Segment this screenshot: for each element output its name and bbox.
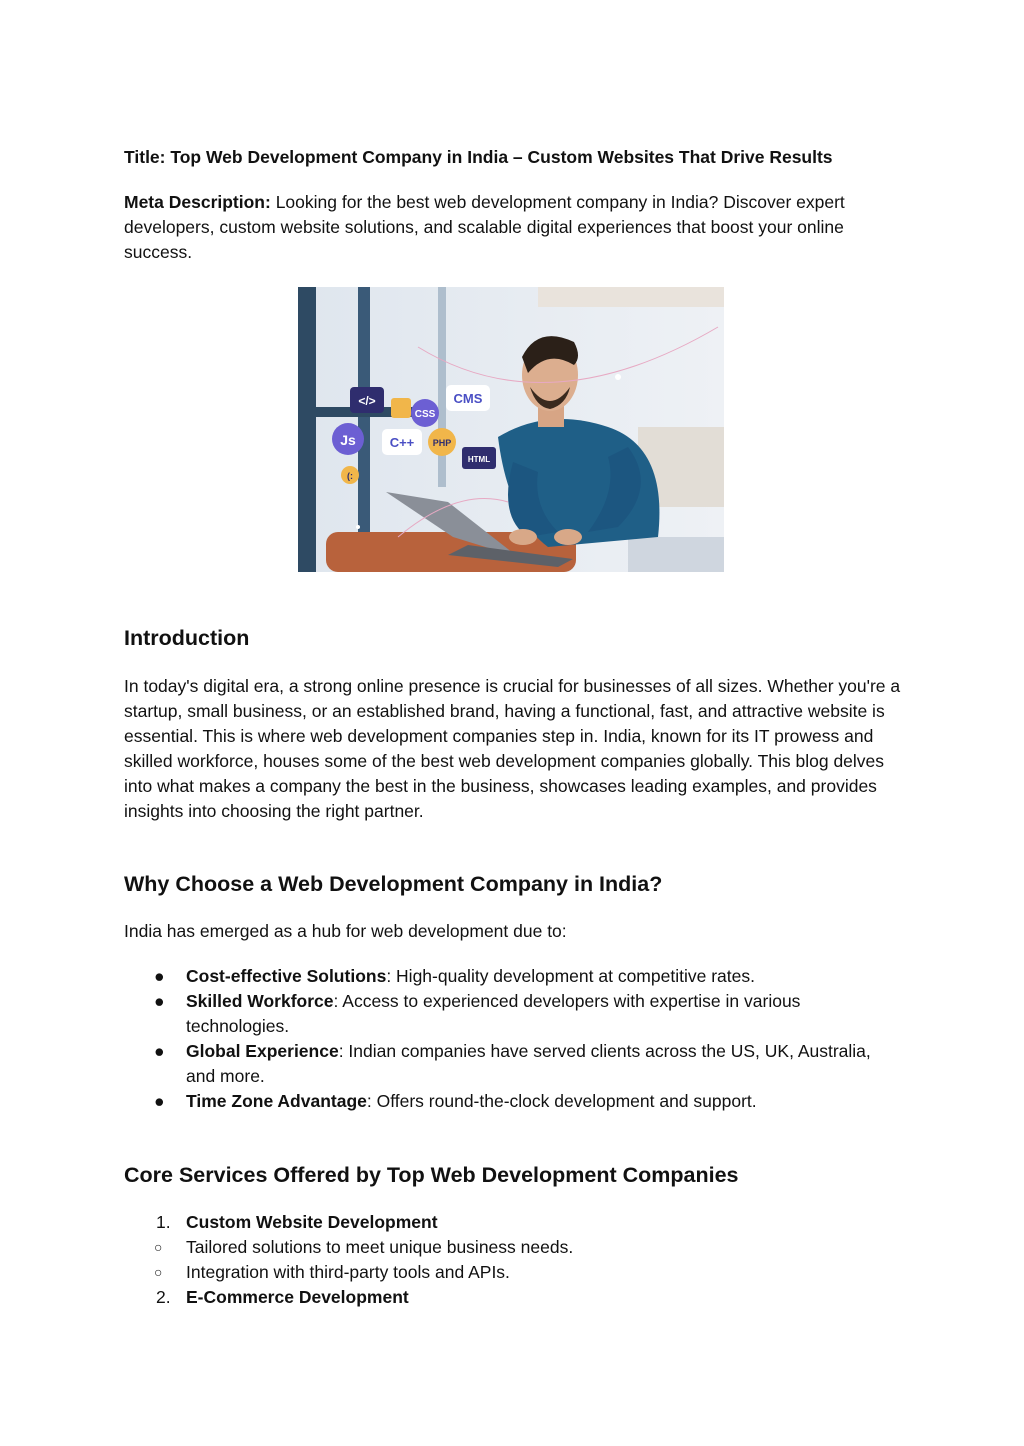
meta-label: Meta Description: (124, 192, 271, 212)
bullet-icon: ● (154, 966, 165, 986)
icon-html-label: HTML (467, 455, 491, 464)
list-item-desc: : Access to experienced developers with expertise in various technologies. (186, 991, 801, 1036)
service-number: 2. (156, 1287, 171, 1307)
list-item-term: Global Experience (186, 1041, 339, 1061)
bullet-icon: ● (154, 991, 165, 1011)
bullet-icon: ● (154, 1041, 165, 1061)
service-item (124, 1285, 884, 1310)
service-subpoints (124, 1235, 884, 1285)
services-list (124, 1210, 884, 1310)
intro-heading: Introduction (124, 626, 250, 650)
list-item (124, 989, 884, 1039)
sub-list-item-text: Tailored solutions to meet unique business needs. (186, 1237, 574, 1257)
icon-php-label: PHP (432, 438, 452, 448)
meta-description (124, 190, 884, 265)
list-item (124, 964, 884, 989)
icon-smiley-label: (: (347, 471, 353, 481)
service-item (124, 1210, 884, 1235)
list-item-desc: : High-quality development at competitive rates. (386, 966, 755, 986)
sub-list-item-text: Integration with third-party tools and APIs. (186, 1262, 510, 1282)
circle-bullet-icon: ○ (154, 1239, 163, 1255)
list-item-term: Time Zone Advantage (186, 1091, 367, 1111)
list-item-desc: : Indian companies have served clients across the US, UK, Australia, and more. (186, 1041, 871, 1086)
list-item (124, 1089, 884, 1114)
list-item-term: Cost-effective Solutions (186, 966, 387, 986)
hero-image (298, 287, 724, 572)
why-heading: Why Choose a Web Development Company in India? (124, 872, 663, 896)
service-title: Custom Website Development (186, 1212, 438, 1232)
doc-title: Title: Top Web Development Company in India – Custom Websites That Drive Results (124, 147, 833, 167)
list-item (124, 1039, 884, 1089)
sub-list-item (124, 1235, 884, 1260)
icon-js-label: Js (340, 432, 356, 448)
list-item-term: Skilled Workforce (186, 991, 334, 1011)
service-number: 1. (156, 1212, 171, 1232)
sub-list-item (124, 1260, 884, 1285)
icon-cpp-label: C++ (389, 435, 415, 450)
list-item-desc: : Offers round-the-clock development and support. (366, 1091, 757, 1111)
why-lead: India has emerged as a hub for web development due to: (124, 921, 567, 941)
meta-text: Looking for the best web development company in India? Discover expert developers, custom website solutions, and scalable digital experiences that boost your online success. (124, 192, 845, 262)
why-bullet-list (124, 964, 884, 1114)
core-heading: Core Services Offered by Top Web Development Companies (124, 1163, 739, 1187)
intro-paragraph: In today's digital era, a strong online presence is crucial for businesses of all sizes. Whether you're a startup, small business, or an established brand, having a functional, fast, and attractive website is essential. This is where web development companies step in. India, known for its IT prowess and skilled workforce, houses some of the best web development companies globally. This blog delves into what makes a company the best in the business, showcases leading examples, and provides insights into choosing the right partner. (124, 676, 901, 821)
service-title: E-Commerce Development (186, 1287, 409, 1307)
icon-code-label: </> (358, 394, 376, 408)
bullet-icon: ● (154, 1091, 165, 1111)
icon-css-label: CSS (414, 409, 436, 420)
circle-bullet-icon: ○ (154, 1264, 163, 1280)
icon-cms-label: CMS (453, 391, 483, 406)
